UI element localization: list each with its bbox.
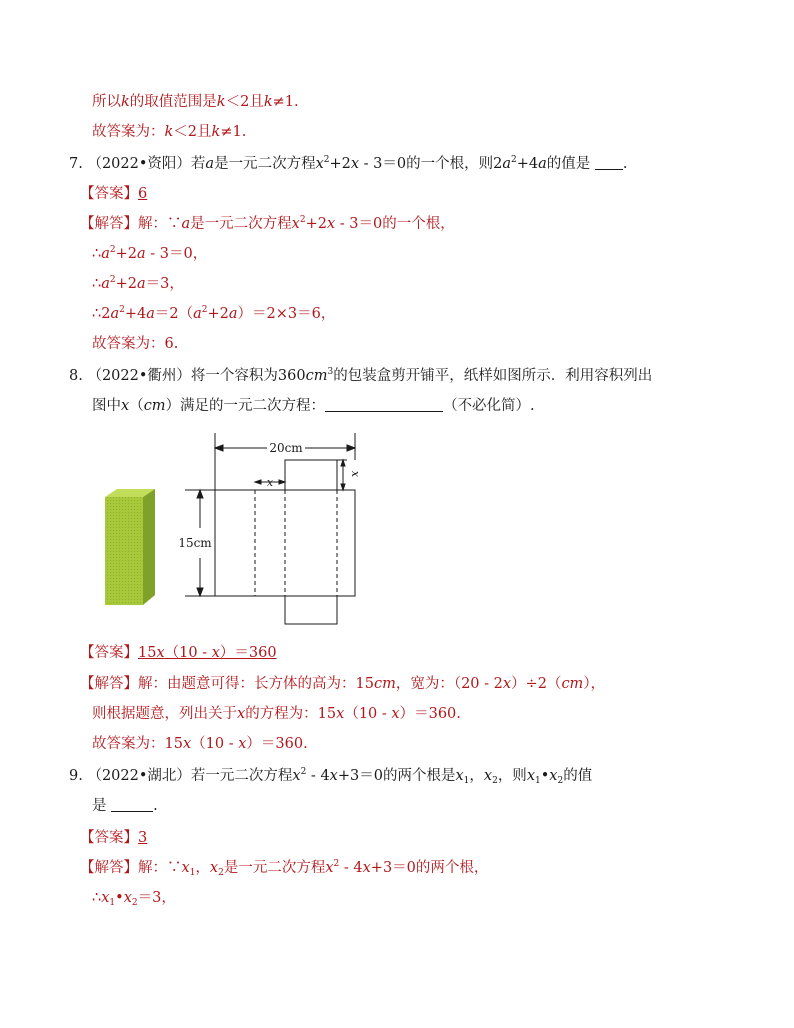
var: x (315, 156, 324, 172)
text: ）÷2（ (511, 676, 562, 692)
answer-value: 6 (138, 186, 148, 202)
var: a (193, 306, 202, 322)
text: （2022•资阳）若 (87, 156, 206, 172)
text: +2 (305, 216, 327, 232)
text: ）＝360. (399, 706, 461, 722)
subscript: 2 (218, 868, 224, 878)
text: +2 (329, 156, 351, 172)
x-label-horizontal: x (266, 476, 274, 489)
var: x (292, 768, 301, 784)
text: ）， (583, 676, 606, 692)
exponent: 2 (323, 155, 330, 165)
q9-answer (80, 828, 147, 848)
var-k: k (121, 94, 130, 110)
prev-answer-line (92, 122, 246, 142)
h-arrow-down (197, 588, 203, 596)
text: ∴ (92, 276, 102, 292)
subscript: 1 (535, 776, 541, 786)
x-arrow-left (255, 480, 261, 484)
text: 的取值范围是 (129, 94, 217, 110)
text: 则根据题意，列出关于 (92, 706, 237, 722)
solution-label: 【解答】 (80, 676, 138, 692)
exponent: 2 (511, 155, 517, 165)
var: x (182, 736, 192, 752)
text: 所以 (92, 94, 121, 110)
text: ）＝2×3＝6， (237, 306, 336, 322)
exponent: 2 (109, 245, 116, 255)
text: （不必化简）. (443, 398, 535, 414)
text: 是一元二次方程 (190, 216, 292, 232)
text: 解：由题意可得：长方体的高为：15 (138, 676, 374, 692)
exponent: 2 (333, 859, 340, 869)
var: x (237, 706, 246, 722)
var: a (137, 246, 146, 262)
var: x (101, 890, 110, 906)
answer-label: 【答案】 (80, 186, 138, 202)
text: ）＝360 (219, 645, 277, 661)
text: ，则 (497, 768, 527, 784)
subscript: 2 (557, 776, 564, 786)
subscript: 1 (109, 898, 116, 908)
text: 的包装盒剪开铺平，纸样如图所示．利用容积列出 (333, 368, 653, 384)
q7-answer (80, 184, 147, 204)
var: x (121, 398, 130, 414)
q8-stem-2 (92, 396, 535, 416)
exponent: 2 (299, 215, 306, 225)
text: ∴2 (92, 306, 111, 322)
var: x (483, 768, 493, 784)
arrow-right (347, 445, 355, 451)
var: a (205, 156, 215, 172)
var: x (291, 216, 300, 232)
box-net-diagram (95, 430, 385, 630)
text: ∴ (92, 890, 102, 906)
text: 是 (92, 798, 112, 814)
text: . (153, 798, 158, 814)
question-number: 9. (69, 768, 83, 784)
var: x (211, 645, 220, 661)
text: ∴ (92, 246, 102, 262)
q9-solution-2 (92, 888, 176, 908)
var: x (181, 860, 190, 876)
solution-label: 【解答】 (80, 216, 138, 232)
var: x (325, 860, 334, 876)
text: 是一元二次方程 (214, 156, 316, 172)
var: x (156, 645, 165, 661)
var: a (538, 156, 547, 172)
text: +2 (207, 306, 229, 322)
text: 故答案为： (92, 124, 165, 140)
text: ， (469, 768, 484, 784)
var: cm (373, 676, 396, 692)
text: （10 - (344, 706, 392, 722)
var: a (101, 276, 110, 292)
x-arrow-down (341, 484, 345, 490)
answer-value: 3 (138, 830, 148, 846)
text: +4 (124, 306, 147, 322)
var: x (455, 768, 464, 784)
var: x (362, 860, 371, 876)
text: - 3＝0的一个根，则2 (359, 156, 503, 172)
var: x (549, 768, 558, 784)
text: ＝3， (145, 276, 184, 292)
var: x (391, 706, 400, 722)
x-arrow-right (279, 480, 285, 484)
var: x (209, 860, 219, 876)
text: （2022•衢州）将一个容积为360 (87, 368, 306, 384)
var: x (336, 706, 345, 722)
subscript: 2 (492, 776, 498, 786)
var: x (238, 736, 247, 752)
text: 故答案为：6. (92, 336, 179, 352)
q7-stem (69, 154, 628, 174)
solution-label: 【解答】 (80, 860, 138, 876)
text: ＝2（ (154, 306, 194, 322)
var: a (228, 306, 238, 322)
x-arrow-up (341, 460, 345, 466)
text: • (540, 768, 550, 784)
subscript: 1 (189, 868, 196, 878)
text: 的值 (563, 768, 593, 784)
text: （2022•湖北）若一元二次方程 (87, 768, 293, 784)
text: ， (195, 860, 210, 876)
x-label-vertical: x (349, 470, 362, 478)
text: +3＝0的两个根是 (337, 768, 456, 784)
var: a (101, 246, 110, 262)
q7-solution-1 (80, 214, 455, 234)
answer-blank[interactable] (325, 397, 443, 412)
var: x (123, 890, 132, 906)
answer-label: 【答案】 (80, 645, 138, 661)
text: ）满足的一元二次方程： (165, 398, 326, 414)
var: a (181, 216, 191, 232)
q8-solution-2 (92, 704, 461, 724)
text: - 4 (339, 860, 363, 876)
q9-stem-1 (69, 766, 592, 786)
answer-label: 【答案】 (80, 830, 138, 846)
text: +2 (115, 246, 137, 262)
q7-solution-2 (92, 244, 207, 264)
text: ＜2且 (173, 124, 212, 140)
exponent: 2 (109, 275, 116, 285)
text: 解：∵ (138, 216, 182, 232)
var: x (350, 156, 360, 172)
prev-range-line (92, 92, 299, 112)
answer-blank[interactable] (595, 155, 623, 170)
var-k: k (211, 124, 221, 140)
width-label: 20cm (269, 441, 303, 455)
subscript: 2 (131, 898, 138, 908)
var: cm (561, 676, 584, 692)
var: cm (305, 368, 328, 384)
text: ，宽为：（20 - 2 (395, 676, 503, 692)
q8-answer (80, 643, 277, 663)
var: x (329, 768, 338, 784)
q9-stem-2 (92, 796, 158, 816)
q8-solution-1 (80, 674, 605, 694)
text: ≠1. (220, 124, 247, 140)
var: x (502, 676, 512, 692)
text: 的方程为：15 (245, 706, 337, 722)
var: a (137, 276, 146, 292)
var: a (146, 306, 155, 322)
text: . (622, 156, 628, 172)
text: （ (129, 398, 144, 414)
answer-value (138, 645, 277, 661)
net-bottom-flap (285, 596, 337, 624)
q8-solution-3 (92, 734, 308, 754)
exponent: 2 (119, 305, 125, 315)
height-label: 15cm (178, 536, 212, 550)
var: a (502, 156, 512, 172)
text: 15 (138, 645, 157, 661)
exponent: 2 (300, 767, 307, 777)
text: +3＝0的两个根， (370, 860, 489, 876)
var-k: k (216, 94, 226, 110)
q7-solution-5 (92, 334, 178, 354)
arrow-left (215, 445, 223, 451)
text: （10 - (191, 736, 239, 752)
text: 故答案为：15 (92, 736, 183, 752)
net-top-flap (285, 460, 337, 490)
q8-stem-1 (69, 366, 652, 386)
text: ＜2且 (225, 94, 264, 110)
text: 图中 (92, 398, 121, 414)
exponent: 3 (327, 367, 334, 377)
text: （10 - (164, 645, 212, 661)
var: a (110, 306, 120, 322)
text: 是一元二次方程 (223, 860, 326, 876)
q7-solution-3 (92, 274, 184, 294)
question-number: 7. (69, 156, 83, 172)
q7-solution-4 (92, 304, 335, 324)
var-k: k (263, 94, 273, 110)
text: • (115, 890, 124, 906)
answer-blank[interactable] (111, 797, 153, 812)
text: ＝3， (137, 890, 176, 906)
text: ）＝360. (246, 736, 308, 752)
var: cm (143, 398, 166, 414)
var: x (526, 768, 535, 784)
var-k: k (164, 124, 174, 140)
text: - 4 (306, 768, 330, 784)
text: 解：∵ (138, 860, 182, 876)
var: x (326, 216, 336, 232)
text: +2 (115, 276, 137, 292)
text: +4 (516, 156, 539, 172)
question-number: 8. (69, 368, 83, 384)
h-arrow-up (197, 490, 203, 498)
text: - 3＝0的一个根， (335, 216, 455, 232)
text: 的值是 (546, 156, 595, 172)
exponent: 2 (201, 305, 208, 315)
text: ≠1. (272, 94, 299, 110)
subscript: 1 (463, 776, 470, 786)
text: - 3＝0， (145, 246, 208, 262)
q9-solution-1 (80, 858, 488, 878)
